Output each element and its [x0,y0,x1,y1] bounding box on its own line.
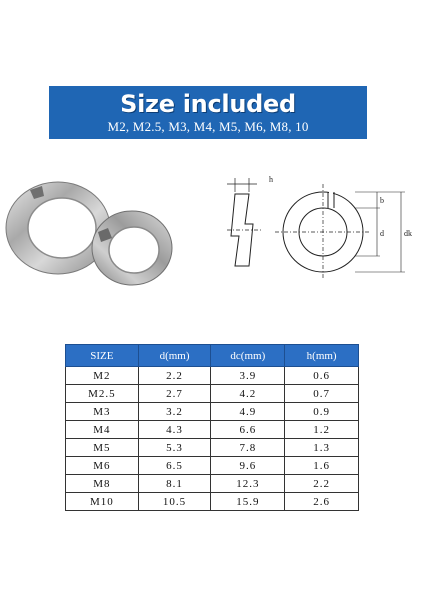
cell-dc: 4.9 [211,403,285,421]
header-h: h(mm) [285,345,359,367]
table-row [66,475,359,493]
cell-h: 0.6 [285,367,359,385]
cell-dc: 4.2 [211,385,285,403]
table-header-row [66,345,359,367]
technical-drawing [205,170,424,290]
cell-h: 1.2 [285,421,359,439]
cell-size: M5 [66,439,139,457]
cell-d: 6.5 [138,457,211,475]
cell-d: 8.1 [138,475,211,493]
cell-size: M6 [66,457,139,475]
cell-dc: 12.3 [211,475,285,493]
table-row [66,439,359,457]
cell-h: 0.9 [285,403,359,421]
table-row [66,421,359,439]
cell-dc: 7.8 [211,439,285,457]
label-dk: dk [404,229,412,238]
cell-d: 3.2 [138,403,211,421]
header-dc: dc(mm) [211,345,285,367]
cell-h: 1.6 [285,457,359,475]
cell-dc: 6.6 [211,421,285,439]
cell-d: 10.5 [138,493,211,511]
cell-dc: 9.6 [211,457,285,475]
size-table [65,344,359,511]
header-d: d(mm) [138,345,211,367]
size-banner [49,86,367,139]
cell-h: 0.7 [285,385,359,403]
table-row [66,457,359,475]
table-row [66,367,359,385]
header-size: SIZE [66,345,139,367]
cell-dc: 15.9 [211,493,285,511]
table-row [66,403,359,421]
banner-title: Size included [120,90,296,118]
banner-subtitle: M2, M2.5, M3, M4, M5, M6, M8, 10 [107,119,309,134]
cell-h: 1.3 [285,439,359,457]
washer-right [92,211,172,285]
cell-d: 5.3 [138,439,211,457]
cell-size: M2 [66,367,139,385]
cell-size: M2.5 [66,385,139,403]
cell-h: 2.2 [285,475,359,493]
cell-h: 2.6 [285,493,359,511]
table-row [66,493,359,511]
table-row [66,385,359,403]
cell-d: 2.2 [138,367,211,385]
cell-size: M10 [66,493,139,511]
cell-dc: 3.9 [211,367,285,385]
cell-d: 4.3 [138,421,211,439]
cell-size: M8 [66,475,139,493]
cell-d: 2.7 [138,385,211,403]
label-b: b [380,196,384,205]
label-h: h [269,175,273,184]
cell-size: M3 [66,403,139,421]
label-d: d [380,229,384,238]
washer-photo [0,172,180,292]
cell-size: M4 [66,421,139,439]
